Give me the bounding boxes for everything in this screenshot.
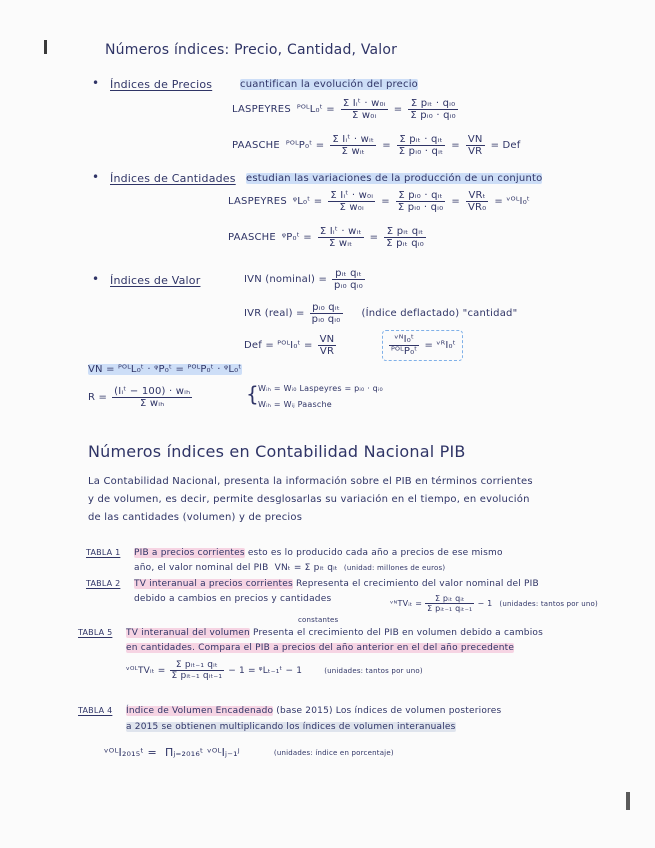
section2-title: Números índices en Contabilidad Nacional PIB (88, 442, 466, 461)
fraction: $\frac{\text{VRₜ}}{\text{VR₀}}$ (467, 190, 487, 213)
formula-lhs: ᵠP₀ᵗ = (281, 232, 312, 243)
tabla4-tag: TABLA 4 (78, 706, 113, 715)
paasche-label: PAASCHE (232, 140, 280, 151)
prices-desc: cuantifican la evolución del precio (240, 79, 418, 90)
tabla4-line2: a 2015 se obtienen multiplicando los índices de volumen interanuales (126, 722, 456, 732)
ivn-formula: IVN (nominal) = $\frac{\text{pᵢₜ qᵢₜ}}{\text{pᵢ₀ qᵢ₀}}$ (244, 268, 363, 291)
fraction: $\frac{\text{Σ Iᵢᵗ · w₀ᵢ}}{\text{Σ w₀ᵢ}}$ (342, 98, 386, 121)
tabla5-tag: TABLA 5 (78, 628, 113, 637)
quantities-desc: estudian las variaciones de la producción de un conjunto (246, 173, 543, 184)
laspeyres-label: LASPEYRES (228, 196, 287, 207)
quantities-laspeyres-formula: LASPEYRES ᵠL₀ᵗ = $\frac{\text{Σ Iᵢᵗ · w₀ᵢ}}{\text{Σ w₀ᵢ}}$ = $\frac{\text{Σ pᵢ₀ · qᵢₜ}}{\text{Σ pᵢ₀ · qᵢ₀}}$ = $\frac{\text{VRₜ}}{\text{VR₀}}$ = ᵛᴼᴸI₀ᵗ (228, 190, 531, 213)
section2-para-line1: La Contabilidad Nacional, presenta la información sobre el PIB en términos corrientes (88, 476, 533, 487)
value-label: Índices de Valor (110, 274, 201, 287)
tabla2-tag: TABLA 2 (86, 579, 121, 588)
fraction: $\frac{\text{Σ Iᵢᵗ · w₀ᵢ}}{\text{Σ w₀ᵢ}}$ (330, 190, 374, 213)
tabla5-line2: en cantidades. Compara el PIB a precios del año anterior en el del año precedente (126, 643, 515, 653)
fraction: $\frac{VN}{VR}$ (319, 334, 335, 357)
tabla1-tag: TABLA 1 (86, 548, 121, 557)
bullet-quantities: • (92, 170, 100, 184)
bullet-prices: • (92, 76, 100, 90)
vn-identity: VN = ᴾᴼᴸL₀ᵗ · ᵠP₀ᵗ = ᴾᴼᴸP₀ᵗ · ᵠL₀ᵗ (88, 364, 242, 375)
fraction: $\frac{\text{(Iᵢᵗ − 100) · wᵢₕ}}{\text{Σ wᵢₕ}}$ (114, 386, 191, 409)
formula-lhs: ᴾᴼᴸL₀ᵗ = (296, 104, 335, 115)
fraction: $\frac{\text{Σ pᵢₜ · qᵢₜ}}{\text{Σ pᵢ₀ · qᵢₜ}}$ (398, 134, 444, 157)
tabla2-line1: TV interanual a precios corrientes Representa el crecimiento del valor nominal del PIB (134, 579, 539, 589)
r-case-laspeyres: Wᵢₕ = Wᵢ₀ Laspeyres = pᵢ₀ · qᵢ₀ (258, 384, 383, 393)
bullet-value: • (92, 272, 100, 286)
fraction: $\frac{\text{pᵢ₀ qᵢₜ}}{\text{pᵢ₀ qᵢ₀}}$ (311, 302, 341, 325)
laspeyres-label: LASPEYRES (232, 104, 291, 115)
formula-lhs: ᴾᴼᴸP₀ᵗ = (285, 140, 325, 151)
prices-paasche-formula: PAASCHE ᴾᴼᴸP₀ᵗ = $\frac{\text{Σ Iᵢᵗ · wᵢₜ}}{\text{Σ wᵢₜ}}$ = $\frac{\text{Σ pᵢₜ · qᵢₜ}}{\text{Σ pᵢ₀ · qᵢₜ}}$ = $\frac{VN}{VR}$ = Def (232, 134, 521, 157)
page-edge-mark (626, 792, 630, 810)
prices-laspeyres-formula: LASPEYRES ᴾᴼᴸL₀ᵗ = $\frac{\text{Σ Iᵢᵗ · w₀ᵢ}}{\text{Σ w₀ᵢ}}$ = $\frac{\text{Σ pᵢₜ · qᵢ₀}}{\text{Σ pᵢ₀ · qᵢ₀}}$ (232, 98, 456, 121)
fraction: $\frac{\text{Σ pᵢₜ · qᵢ₀}}{\text{Σ pᵢ₀ · qᵢ₀}}$ (410, 98, 456, 121)
tabla2-formula: ᵛᴺTVᵢₜ = $\frac{\text{Σ pᵢₜ qᵢₜ}}{\text{Σ pᵢₜ₋₁ qᵢₜ₋₁}}$ − 1 (unidades: tantos por uno) (390, 594, 598, 613)
brace: { (246, 382, 259, 406)
tabla5-line1: TV interanual del volumen Presenta el crecimiento del PIB en volumen debido a cambios (126, 628, 543, 638)
fraction: $\frac{\text{Σ pᵢ₀ · qᵢₜ}}{\text{Σ pᵢ₀ · qᵢ₀}}$ (397, 190, 444, 213)
ivr-note: (Índice deflactado) "cantidad" (361, 308, 518, 319)
quantities-label: Índices de Cantidades (110, 172, 236, 185)
quantities-paasche-formula: PAASCHE ᵠP₀ᵗ = $\frac{\text{Σ Iᵢᵗ · wᵢₜ}}{\text{Σ wᵢₜ}}$ = $\frac{\text{Σ pᵢₜ qᵢₜ}}{\text{Σ pᵢₜ qᵢ₀}}$ (228, 226, 424, 249)
fraction: $\frac{\text{Σ Iᵢᵗ · wᵢₜ}}{\text{Σ wᵢₜ}}$ (332, 134, 375, 157)
formula-lhs: ᵠL₀ᵗ = (292, 196, 323, 207)
fraction: $\frac{\text{pᵢₜ qᵢₜ}}{\text{pᵢ₀ qᵢ₀}}$ (334, 268, 363, 291)
fraction: $\frac{\text{Σ pᵢₜ₋₁ qᵢₜ}}{\text{Σ pᵢₜ₋₁ qᵢₜ₋₁}}$ (171, 660, 223, 681)
r-formula: R = $\frac{\text{(Iᵢᵗ − 100) · wᵢₕ}}{\text{Σ wᵢₕ}}$ (88, 386, 191, 409)
tabla1-line2: año, el valor nominal del PIB VNₜ = Σ pᵢₜ qᵢₜ (unidad: millones de euros) (134, 563, 446, 573)
boxed-identity: $\frac{\text{ᵛᴺI₀ᵗ}}{\text{ᴾᴼᴸP₀ᵗ}}$ = ᵛᴿI₀ᵗ (382, 330, 463, 361)
tabla2-under: constantes (298, 616, 339, 624)
ivr-formula: IVR (real) = $\frac{\text{pᵢ₀ qᵢₜ}}{\text{pᵢ₀ qᵢ₀}}$ (Índice deflactado) "cantidad" (244, 302, 518, 325)
paasche-label: PAASCHE (228, 232, 276, 243)
def-formula: Def = ᴾᴼᴸI₀ᵗ = $\frac{VN}{VR}$ (244, 334, 335, 357)
fraction: $\frac{VN}{VR}$ (467, 134, 483, 157)
fraction: $\frac{\text{Σ pᵢₜ qᵢₜ}}{\text{Σ pᵢₜ₋₁ qᵢₜ₋₁}}$ (427, 594, 473, 613)
page-heading: Números índices: Precio, Cantidad, Valor (105, 42, 398, 58)
tabla2-line2: debido a cambios en precios y cantidades (134, 594, 332, 604)
tabla4-formula: ᵛᴼᴸI₂₀₁₅ᵗ = Πⱼ₌₂₀₁₆ᵗ ᵛᴼᴸIⱼ₋₁ʲ (unidades: índice en porcentaje) (104, 746, 394, 759)
tabla4-line1: Índice de Volumen Encadenado (base 2015) Los índices de volumen posteriores (126, 706, 502, 716)
fraction: $\frac{\text{Σ Iᵢᵗ · wᵢₜ}}{\text{Σ wᵢₜ}}$ (319, 226, 362, 249)
prices-label: Índices de Precios (110, 78, 213, 91)
r-case-paasche: Wᵢₕ = Wᵢⱼ Paasche (258, 400, 332, 409)
tabla1-line1: PIB a precios corrientes esto es lo producido cada año a precios de ese mismo (134, 548, 503, 558)
tabla5-formula: ᵛᴼᴸTVᵢₜ = $\frac{\text{Σ pᵢₜ₋₁ qᵢₜ}}{\text{Σ pᵢₜ₋₁ qᵢₜ₋₁}}$ − 1 = ᵠLₜ₋₁ᵗ − 1 (unidades: tantos por uno) (126, 660, 423, 681)
fraction: $\frac{\text{ᵛᴺI₀ᵗ}}{\text{ᴾᴼᴸP₀ᵗ}}$ (391, 334, 418, 357)
section2-para-line2: y de volumen, es decir, permite desglosarlas su variación en el tiempo, en evolución (88, 494, 530, 505)
section2-para-line3: de las cantidades (volumen) y de precios (88, 512, 303, 523)
fraction: $\frac{\text{Σ pᵢₜ qᵢₜ}}{\text{Σ pᵢₜ qᵢ₀}}$ (386, 226, 424, 249)
page-edge-mark (44, 40, 47, 54)
